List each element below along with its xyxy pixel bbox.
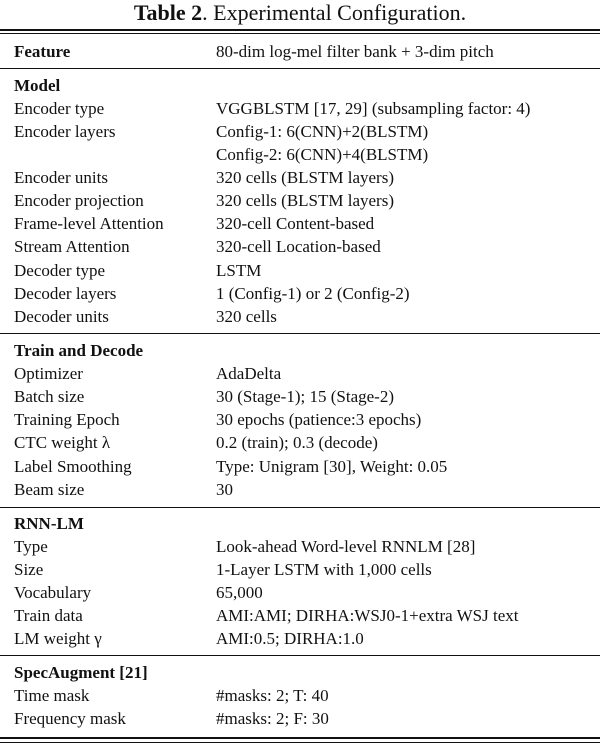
bottom-rule-2 [0, 742, 600, 743]
table-row: Batch size 30 (Stage-1); 15 (Stage-2) [14, 387, 394, 406]
table-row: Config-2: 6(CNN)+4(BLSTM) [216, 145, 429, 164]
section-header-train-decode: Train and Decode [14, 341, 144, 360]
table-row: Label Smoothing Type: Unigram [30], Weight: 0.05 [14, 457, 448, 476]
table-row: Beam size 30 [14, 480, 233, 499]
table-row: Frame-level Attention 320-cell Content-based [14, 214, 375, 233]
table-caption [0, 0, 600, 28]
rule-after-rnn-lm [0, 655, 600, 656]
table-row: Frequency mask #masks: 2; F: 30 [14, 709, 329, 728]
table-row: Decoder type LSTM [14, 261, 262, 280]
table-row: Encoder layers Config-1: 6(CNN)+2(BLSTM) [14, 122, 429, 141]
bottom-rule-1 [0, 737, 600, 739]
rule-after-model [0, 333, 600, 334]
top-rule-1 [0, 29, 600, 31]
table-row: Vocabulary 65,000 [14, 583, 263, 602]
table-row: Encoder projection 320 cells (BLSTM layers) [14, 191, 394, 210]
table-row: Optimizer AdaDelta [14, 364, 282, 383]
table-row: Train data AMI:AMI; DIRHA:WSJ0-1+extra WSJ text [14, 606, 519, 625]
table-row: Training Epoch 30 epochs (patience:3 epochs) [14, 410, 422, 429]
table-row: Stream Attention 320-cell Location-based [14, 237, 381, 256]
table-row: Decoder units 320 cells [14, 307, 277, 326]
table-row: Decoder layers 1 (Config-1) or 2 (Config-2) [14, 284, 410, 303]
caption-text: . Experimental Configuration. [202, 0, 467, 25]
section-header-specaugment: SpecAugment [21] [14, 663, 148, 682]
table-row: Size 1-Layer LSTM with 1,000 cells [14, 560, 432, 579]
table-row: LM weight γ AMI:0.5; DIRHA:1.0 [14, 629, 364, 648]
feature-label: Feature [14, 42, 71, 61]
section-header-model: Model [14, 76, 61, 95]
table-row: Type Look-ahead Word-level RNNLM [28] [14, 537, 476, 556]
caption-label: Table 2 [133, 0, 203, 25]
section-header-rnn-lm: RNN-LM [14, 514, 84, 533]
table-row: Encoder type VGGBLSTM [17, 29] (subsampling factor: 4) [14, 99, 531, 118]
rule-after-train-decode [0, 507, 600, 508]
rule-after-feature [0, 68, 600, 69]
feature-value: 80-dim log-mel filter bank + 3-dim pitch [216, 42, 494, 61]
table-row: Encoder units 320 cells (BLSTM layers) [14, 168, 394, 187]
top-rule-2 [0, 33, 600, 34]
table-row: Time mask #masks: 2; T: 40 [14, 686, 329, 705]
feature-row [0, 40, 600, 63]
table-row: CTC weight λ 0.2 (train); 0.3 (decode) [14, 433, 378, 452]
